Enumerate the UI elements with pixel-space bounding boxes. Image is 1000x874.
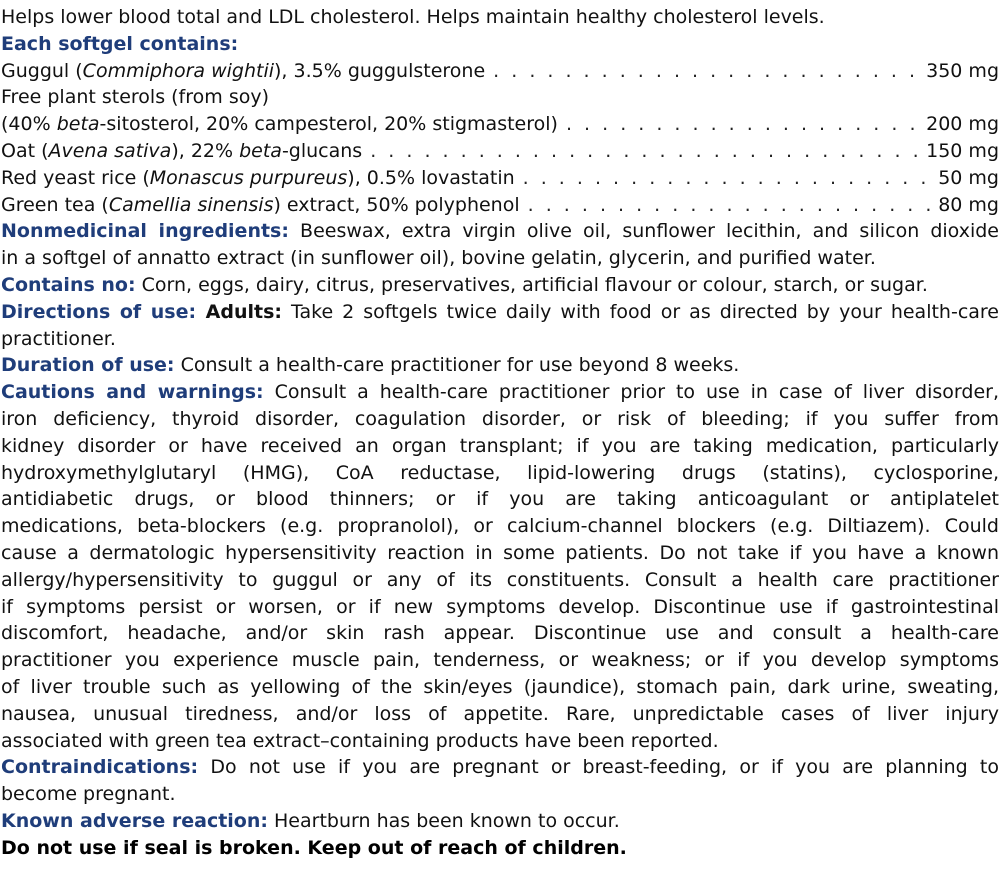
cautions-text: of liver trouble such as yellowing of the skin/eyes (jaundice), stomach pain, dark urine, sweating, [1, 675, 999, 698]
ingredient-row: Red yeast rice (Monascus purpureus), 0.5% lovastatin . . . 50 mg [1, 165, 999, 192]
cautions-section: Cautions and warnings: Consult a health-care practitioner prior to use in case of liver disorder, [1, 381, 999, 404]
dot-leader [370, 138, 918, 165]
intro-claim: Helps lower blood total and LDL cholesterol. Helps maintain healthy cholesterol levels. [1, 6, 825, 28]
nonmedicinal-section: Nonmedicinal ingredients: Beeswax, extra virgin olive oil, sunflower lecithin, and silicon dioxide [1, 220, 999, 243]
cautions-text: iron deficiency, thyroid disorder, coagulation disorder, or risk of bleeding; if you suffer from [1, 407, 999, 430]
contains-no-heading: Contains no: [1, 273, 136, 296]
cautions-text: hydroxymethylglutaryl (HMG), CoA reductase, lipid-lowering drugs (statins), cyclosporine, [1, 461, 999, 484]
dot-leader [566, 111, 918, 138]
ingredient-amount: 50 mg [938, 166, 999, 189]
contraindications-heading: Contraindications: [1, 756, 199, 779]
contraindications-section: Contraindications: Do not use if you are pregnant or breast-feeding, or if you are planning to [1, 756, 999, 779]
ingredient-row: Free plant sterols (from soy) [1, 86, 269, 109]
final-warning: Do not use if seal is broken. Keep out of reach of children. [1, 836, 627, 859]
nonmedicinal-heading: Nonmedicinal ingredients: [1, 220, 289, 243]
ingredient-amount: 150 mg [926, 139, 999, 162]
cautions-text: cause a dermatologic hypersensitivity reaction in some patients. Do not take if you have a known [1, 541, 999, 564]
cautions-text: nausea, unusual tiredness, and/or loss of appetite. Rare, unpredictable cases of liver injury [1, 702, 999, 725]
cautions-heading: Cautions and warnings: [1, 381, 264, 404]
cautions-text: practitioner you experience muscle pain, tenderness, or weakness; or if you develop symptoms [1, 649, 999, 672]
ingredient-row: Guggul (Commiphora wightii), 3.5% guggulsterone . . . 350 mg [1, 58, 999, 85]
dot-leader [493, 58, 918, 85]
directions-heading: Directions of use: [1, 300, 197, 323]
adverse-section: Known adverse reaction: Heartburn has been known to occur. [1, 809, 620, 832]
ingredient-amount: 80 mg [938, 193, 999, 216]
adverse-heading: Known adverse reaction: [1, 809, 268, 832]
ingredient-row: Oat (Avena sativa), 22% beta-glucans . . . 150 mg [1, 138, 999, 165]
cautions-text: associated with green tea extract–containing products have been reported. [1, 729, 719, 752]
cautions-text: discomfort, headache, and/or skin rash appear. Discontinue use and consult a health-care [1, 622, 999, 645]
cautions-text: medications, beta-blockers (e.g. propranolol), or calcium-channel blockers (e.g. Diltiazem). Could [1, 515, 999, 538]
ingredient-amount: 200 mg [926, 113, 999, 136]
cautions-text: antidiabetic drugs, or blood thinners; or if you are taking anticoagulant or antiplatelet [1, 488, 999, 511]
ingredient-row: (40% beta-sitosterol, 20% campesterol, 20% stigmasterol) . . . 200 mg [1, 111, 999, 138]
cautions-text: if symptoms persist or worsen, or if new symptoms develop. Discontinue use if gastrointestinal [1, 595, 999, 618]
directions-text: practitioner. [1, 327, 116, 350]
nonmedicinal-text: in a softgel of annatto extract (in sunflower oil), bovine gelatin, glycerin, and purified water. [1, 247, 876, 270]
cautions-text: kidney disorder or have received an organ transplant; if you are taking medication, particularly [1, 434, 999, 457]
contraindications-text: become pregnant. [1, 783, 176, 806]
duration-heading: Duration of use: [1, 354, 175, 377]
duration-section: Duration of use: Consult a health-care practitioner for use beyond 8 weeks. [1, 354, 740, 377]
contains-no-section: Contains no: Corn, eggs, dairy, citrus, preservatives, artificial flavour or colour, starch, or sugar. [1, 273, 928, 296]
ingredient-row: Green tea (Camellia sinensis) extract, 50% polyphenol . . . 80 mg [1, 192, 999, 219]
cautions-text: allergy/hypersensitivity to guggul or any of its constituents. Consult a health care practitioner [1, 568, 999, 591]
dot-leader [523, 165, 931, 192]
directions-section: Directions of use: Adults: Take 2 softgels twice daily with food or as directed by your health-care [1, 300, 999, 323]
dot-leader [528, 192, 931, 219]
ingredient-amount: 350 mg [926, 59, 999, 82]
each-softgel-heading: Each softgel contains: [1, 32, 239, 55]
